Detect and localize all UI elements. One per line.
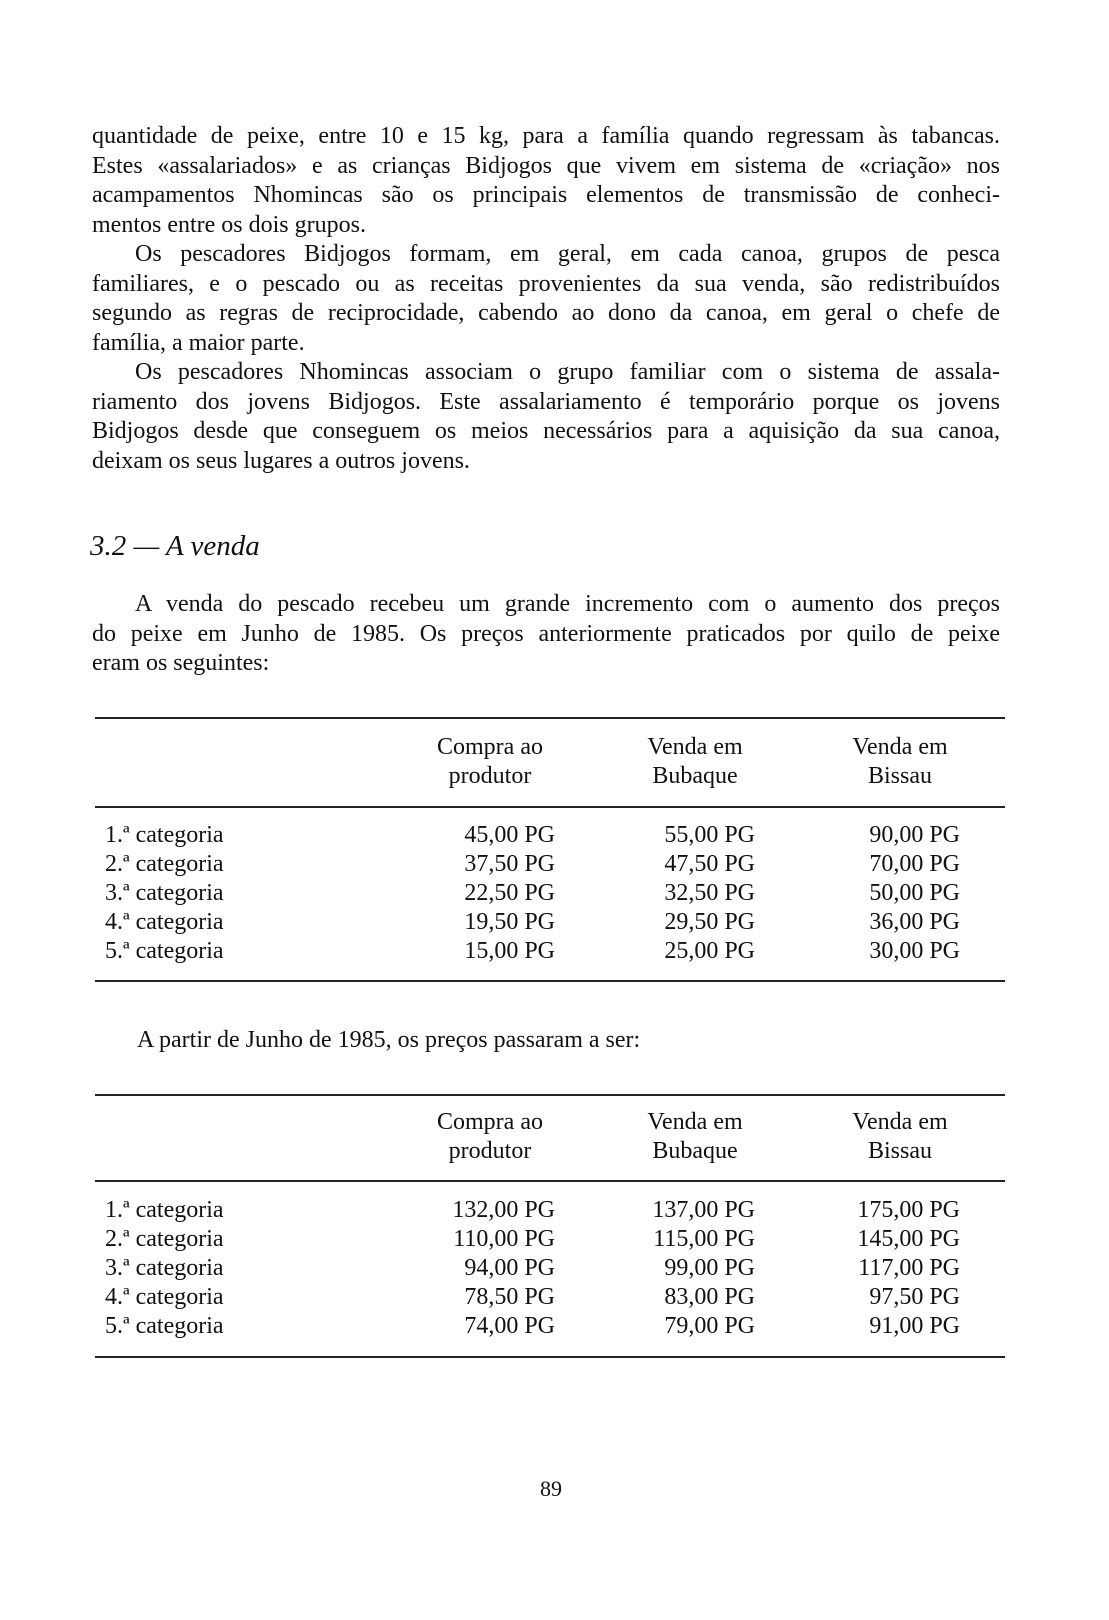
price-cell: 78,50 PG	[464, 1284, 555, 1310]
text-line: familiares, e o pescado ou as receitas provenientes da sua venda, são redistribuídos	[92, 270, 1000, 297]
price-cell: 50,00 PG	[869, 880, 960, 906]
table-row	[95, 1254, 1005, 1283]
column-header-line: Bissau	[867, 763, 932, 789]
text-line: segundo as regras de reciprocidade, cabendo ao dono da canoa, em geral o chefe de	[92, 300, 1000, 326]
text-line: acampamentos Nhomincas são os principais elementos de transmissão de conheci-	[92, 182, 1000, 208]
price-cell: 22,50 PG	[464, 880, 555, 906]
table-row	[95, 937, 1005, 966]
table1-bottom-rule	[95, 980, 1005, 982]
table-row	[95, 908, 1005, 937]
category-label: 1.ª categoria	[105, 1197, 224, 1223]
text-line: A venda do pescado recebeu um grande incremento com o aumento dos preços	[135, 591, 1000, 617]
price-cell: 45,00 PG	[464, 822, 555, 848]
column-header	[800, 733, 1000, 791]
category-label: 4.ª categoria	[105, 1284, 224, 1310]
price-cell: 30,00 PG	[869, 938, 960, 964]
table1-top-rule	[95, 717, 1005, 719]
price-cell: 83,00 PG	[664, 1284, 755, 1310]
table2-top-rule	[95, 1094, 1005, 1096]
table-row	[95, 1225, 1005, 1254]
price-cell: 90,00 PG	[869, 822, 960, 848]
price-cell: 25,00 PG	[664, 938, 755, 964]
price-cell: 137,00 PG	[652, 1197, 755, 1223]
column-header	[390, 733, 590, 791]
column-header-line: Venda em	[647, 734, 743, 760]
table-row	[95, 1283, 1005, 1312]
price-cell: 19,50 PG	[464, 909, 555, 935]
table-row	[95, 1312, 1005, 1341]
column-header-line: Bubaque	[652, 763, 738, 789]
column-header-line: Venda em	[647, 1109, 743, 1135]
section-heading: 3.2 — A venda	[90, 530, 260, 562]
price-cell: 37,50 PG	[464, 851, 555, 877]
category-label: 3.ª categoria	[105, 1255, 224, 1281]
column-header	[390, 1108, 590, 1166]
text-line: do peixe em Junho de 1985. Os preços anteriormente praticados por quilo de peixe	[92, 620, 1000, 647]
price-cell: 132,00 PG	[452, 1197, 555, 1223]
text-line: Os pescadores Bidjogos formam, em geral, em cada canoa, grupos de pesca	[135, 241, 1000, 267]
text-line: deixam os seus lugares a outros jovens.	[92, 447, 470, 474]
table-row	[95, 879, 1005, 908]
table2-bottom-rule	[95, 1356, 1005, 1358]
page-number: 89	[540, 1476, 562, 1501]
between-text: A partir de Junho de 1985, os preços passaram a ser:	[137, 1027, 641, 1053]
column-header	[800, 1108, 1000, 1166]
text-line: família, a maior parte.	[92, 329, 305, 356]
table-row	[95, 850, 1005, 879]
price-cell: 97,50 PG	[869, 1284, 960, 1310]
price-cell: 15,00 PG	[464, 938, 555, 964]
category-label: 4.ª categoria	[105, 909, 224, 935]
category-label: 2.ª categoria	[105, 851, 224, 877]
price-cell: 99,00 PG	[664, 1255, 755, 1281]
text-line: quantidade de peixe, entre 10 e 15 kg, para a família quando regressam às tabancas.	[92, 123, 1000, 149]
price-cell: 70,00 PG	[869, 851, 960, 877]
price-cell: 36,00 PG	[869, 909, 960, 935]
column-header-line: Venda em	[852, 734, 948, 760]
text-line: Bidjogos desde que conseguem os meios necessários para a aquisição da sua canoa,	[92, 418, 1000, 444]
text-line: Estes «assalariados» e as crianças Bidjogos que vivem em sistema de «criação» nos	[92, 152, 1000, 179]
price-cell: 32,50 PG	[664, 880, 755, 906]
price-cell: 91,00 PG	[869, 1313, 960, 1339]
category-label: 2.ª categoria	[105, 1226, 224, 1252]
price-cell: 29,50 PG	[664, 909, 755, 935]
column-header-line: Compra ao	[437, 1109, 543, 1135]
price-cell: 175,00 PG	[857, 1197, 960, 1223]
price-cell: 117,00 PG	[858, 1255, 960, 1281]
category-label: 5.ª categoria	[105, 1313, 224, 1339]
category-label: 5.ª categoria	[105, 938, 224, 964]
table-row	[95, 1196, 1005, 1225]
column-header-line: Bubaque	[652, 1138, 738, 1164]
table-row	[95, 821, 1005, 850]
price-cell: 47,50 PG	[664, 851, 755, 877]
text-line: mentos entre os dois grupos.	[92, 211, 366, 238]
column-header-line: Venda em	[852, 1109, 948, 1135]
text-line: eram os seguintes:	[92, 650, 270, 676]
category-label: 3.ª categoria	[105, 880, 224, 906]
price-cell: 94,00 PG	[464, 1255, 555, 1281]
table1-header-rule	[95, 806, 1005, 808]
column-header-line: produtor	[448, 1138, 532, 1164]
text-line: riamento dos jovens Bidjogos. Este assalariamento é temporário porque os jovens	[92, 388, 1000, 415]
text-line: Os pescadores Nhomincas associam o grupo familiar com o sistema de assala-	[135, 359, 1000, 385]
column-header	[595, 733, 795, 791]
column-header-line: produtor	[448, 763, 532, 789]
column-header-line: Compra ao	[437, 734, 543, 760]
column-header-line: Bissau	[867, 1138, 932, 1164]
category-label: 1.ª categoria	[105, 822, 224, 848]
price-cell: 110,00 PG	[453, 1226, 555, 1252]
price-cell: 79,00 PG	[664, 1313, 755, 1339]
price-cell: 115,00 PG	[653, 1226, 755, 1252]
table2-header-rule	[95, 1180, 1005, 1182]
column-header	[595, 1108, 795, 1166]
price-cell: 74,00 PG	[464, 1313, 555, 1339]
price-cell: 145,00 PG	[857, 1226, 960, 1252]
price-cell: 55,00 PG	[664, 822, 755, 848]
